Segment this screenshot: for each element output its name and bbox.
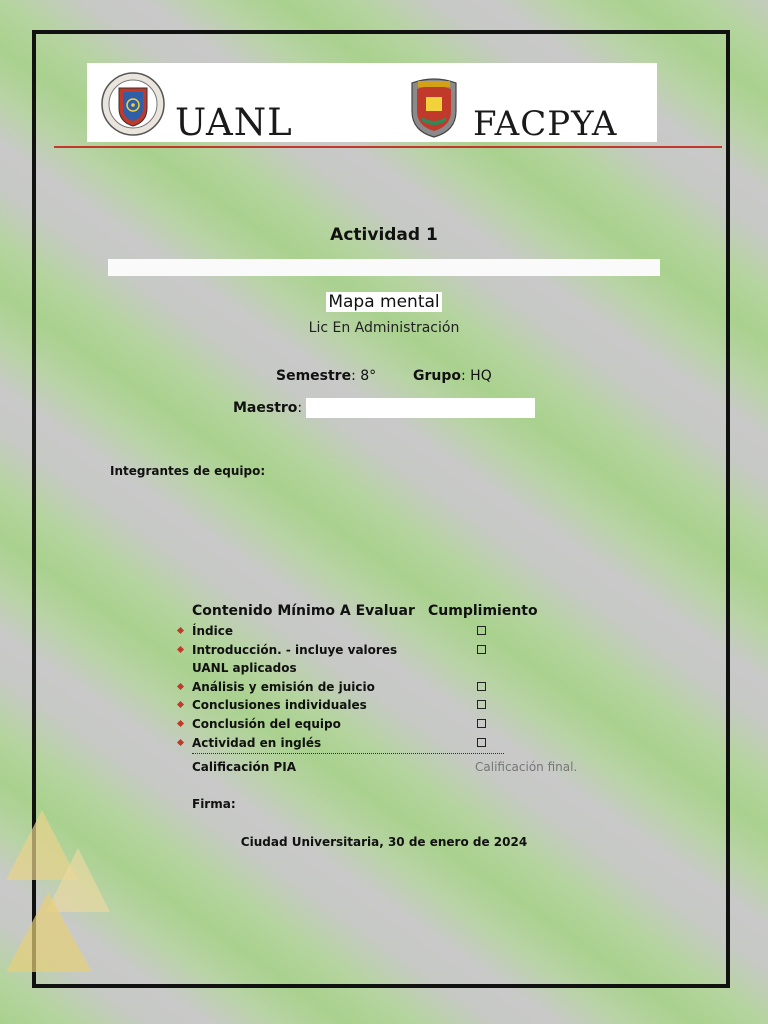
teacher-field (233, 400, 302, 416)
checkbox[interactable] (477, 682, 486, 691)
eval-item-label: Conclusiones individuales (192, 698, 367, 712)
semester-field (276, 368, 376, 384)
grade-label: Calificación PIA (192, 760, 296, 774)
teacher-label: Maestro (233, 400, 298, 416)
place-date: Ciudad Universitaria, 30 de enero de 2024 (240, 835, 528, 849)
eval-item-label: Análisis y emisión de juicio (192, 680, 375, 694)
teacher-separator: : (297, 400, 303, 416)
group-value: : HQ (461, 368, 492, 384)
document-title: Actividad 1 (330, 225, 438, 245)
eval-item-label: Conclusión del equipo (192, 717, 341, 731)
facpya-seal-icon (408, 75, 460, 139)
career-name: Lic En Administración (308, 320, 460, 336)
grade-input[interactable]: Calificación final. (475, 760, 578, 774)
semester-label: Semestre (276, 368, 352, 384)
group-label: Grupo (413, 368, 462, 384)
group-field (413, 368, 492, 384)
eval-item-label: Actividad en inglés (192, 736, 322, 750)
checkbox[interactable] (477, 626, 486, 635)
eval-item-label: Índice (192, 624, 233, 638)
document-subtitle: Mapa mental (328, 292, 440, 312)
triangle-decoration-icon (0, 800, 120, 980)
logo-banner (87, 63, 657, 142)
uanl-seal-icon (101, 72, 165, 136)
uanl-wordmark: UANL (175, 101, 293, 144)
checkbox[interactable] (477, 738, 486, 747)
semester-value: : 8° (351, 368, 377, 384)
header-divider (54, 146, 722, 148)
blank-strip (108, 259, 660, 276)
checkbox[interactable] (477, 645, 486, 654)
col-content-header: Contenido Mínimo A Evaluar (192, 603, 415, 619)
subtitle-row (0, 292, 768, 312)
facpya-wordmark: FACPYA (473, 104, 618, 144)
checkbox[interactable] (477, 719, 486, 728)
eval-item-label: Introducción. - incluye valores (192, 643, 398, 657)
dotted-separator (192, 753, 504, 754)
checkbox[interactable] (477, 700, 486, 709)
col-compliance-header: Cumplimiento (428, 603, 538, 619)
eval-item-label: UANL aplicados (192, 661, 297, 675)
teacher-name-box[interactable] (306, 398, 535, 418)
team-members-label: Integrantes de equipo: (110, 464, 266, 478)
signature-label: Firma: (192, 797, 236, 811)
